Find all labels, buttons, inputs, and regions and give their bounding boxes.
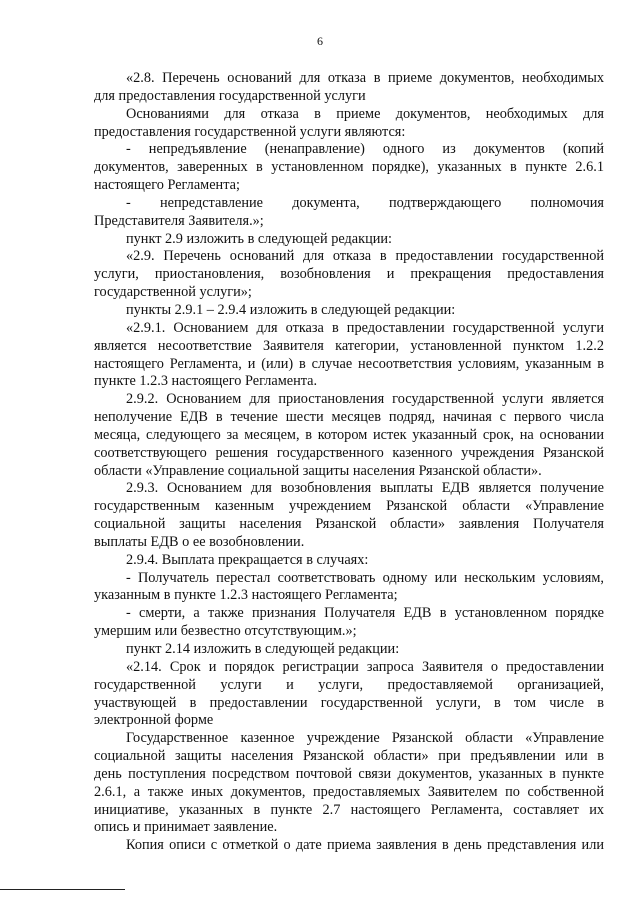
text-line: 2.9.4. Выплата прекращается в случаях: bbox=[126, 551, 369, 568]
text-line: - непредъявление (ненаправление) одного из документов (копий bbox=[126, 141, 604, 158]
text-line: электронной форме bbox=[94, 712, 214, 729]
text-line: пункт 2.9 изложить в следующей редакции: bbox=[126, 230, 393, 247]
text-line: государственным казенным учреждением Рязанской области «Управление bbox=[94, 498, 604, 515]
text-line: - Получатель перестал соответствовать одному или нескольким условиям, bbox=[126, 569, 604, 586]
text-line: - непредставление документа, подтверждающего полномочия bbox=[126, 194, 604, 211]
text-line: 2.9.3. Основанием для возобновления выплаты ЕДВ является получение bbox=[126, 480, 604, 497]
text-line: день поступления посредством почтовой связи документов, указанных в пункте bbox=[94, 765, 604, 782]
text-line: социальной защиты населения Рязанской области» заявления Получателя bbox=[94, 516, 604, 533]
text-line: настоящего Регламента, и (или) в случае несоответствия условиям, указанным в bbox=[94, 355, 604, 372]
text-line: Представителя Заявителя.»; bbox=[94, 212, 264, 229]
text-line: 2.9.2. Основанием для приостановления государственной услуги является bbox=[126, 391, 604, 408]
text-line: области «Управление социальной защиты населения Рязанской области». bbox=[94, 462, 542, 479]
page-number: 6 bbox=[317, 34, 323, 48]
text-line: участвующей в предоставлении государственной услуги, в том числе в bbox=[94, 694, 604, 711]
text-line: «2.9. Перечень оснований для отказа в предоставлении государственной bbox=[126, 248, 604, 265]
text-line: государственной услуги и услуги, предоставляемой организацией, bbox=[94, 676, 604, 693]
text-line: пункте 1.2.3 настоящего Регламента. bbox=[94, 373, 318, 390]
text-line: настоящего Регламента; bbox=[94, 177, 240, 194]
text-line: инициативе, указанных в пункте 2.7 настоящего Регламента, составляет их bbox=[94, 801, 604, 818]
text-line: - смерти, а также признания Получателя ЕДВ в установленном порядке bbox=[126, 605, 604, 622]
text-line: для предоставления государственной услуги bbox=[94, 87, 366, 104]
text-line: предоставления государственной услуги являются: bbox=[94, 123, 406, 140]
text-line: услуги, приостановления, возобновления и прекращения предоставления bbox=[94, 266, 604, 283]
text-line: соответствующего решения государственного казенного учреждения Рязанской bbox=[94, 444, 604, 461]
text-line: 2.6.1, а также иных документов, предоставляемых Заявителем по собственной bbox=[94, 783, 604, 800]
text-line: Основаниями для отказа в приеме документов, необходимых для bbox=[126, 105, 604, 122]
text-line: указанным в пункте 1.2.3 настоящего Регламента; bbox=[94, 587, 398, 604]
text-line: пункт 2.14 изложить в следующей редакции: bbox=[126, 641, 400, 657]
text-line: пункты 2.9.1 – 2.9.4 изложить в следующей редакции: bbox=[126, 301, 456, 318]
text-line: умершим или безвестно отсутствующим.»; bbox=[94, 623, 357, 640]
text-line: социальной защиты населения Рязанской области» при предъявлении или в bbox=[94, 748, 604, 765]
footnote-separator bbox=[0, 889, 125, 890]
document-body bbox=[94, 70, 604, 855]
text-line: «2.8. Перечень оснований для отказа в приеме документов, необходимых bbox=[126, 70, 604, 86]
text-line: опись и принимает заявление. bbox=[94, 819, 278, 836]
text-line: государственной услуги»; bbox=[94, 284, 252, 301]
text-line: неполучение ЕДВ в течение шести месяцев подряд, начиная с первого числа bbox=[94, 409, 604, 426]
text-line: выплаты ЕДВ о ее возобновлении. bbox=[94, 533, 305, 550]
text-line: является несоответствие Заявителя категории, установленной пунктом 1.2.2 bbox=[94, 337, 604, 354]
text-line: документов, заверенных в установленном порядке), указанных в пункте 2.6.1 bbox=[94, 159, 604, 176]
text-line: «2.14. Срок и порядок регистрации запроса Заявителя о предоставлении bbox=[126, 658, 604, 675]
text-line: месяца, следующего за месяцем, в котором истек указанный срок, на основании bbox=[94, 426, 604, 443]
text-line: Копия описи с отметкой о дате приема заявления в день представления или bbox=[126, 837, 604, 854]
text-line: Государственное казенное учреждение Рязанской области «Управление bbox=[126, 730, 604, 747]
text-line: «2.9.1. Основанием для отказа в предоставлении государственной услуги bbox=[126, 319, 604, 336]
